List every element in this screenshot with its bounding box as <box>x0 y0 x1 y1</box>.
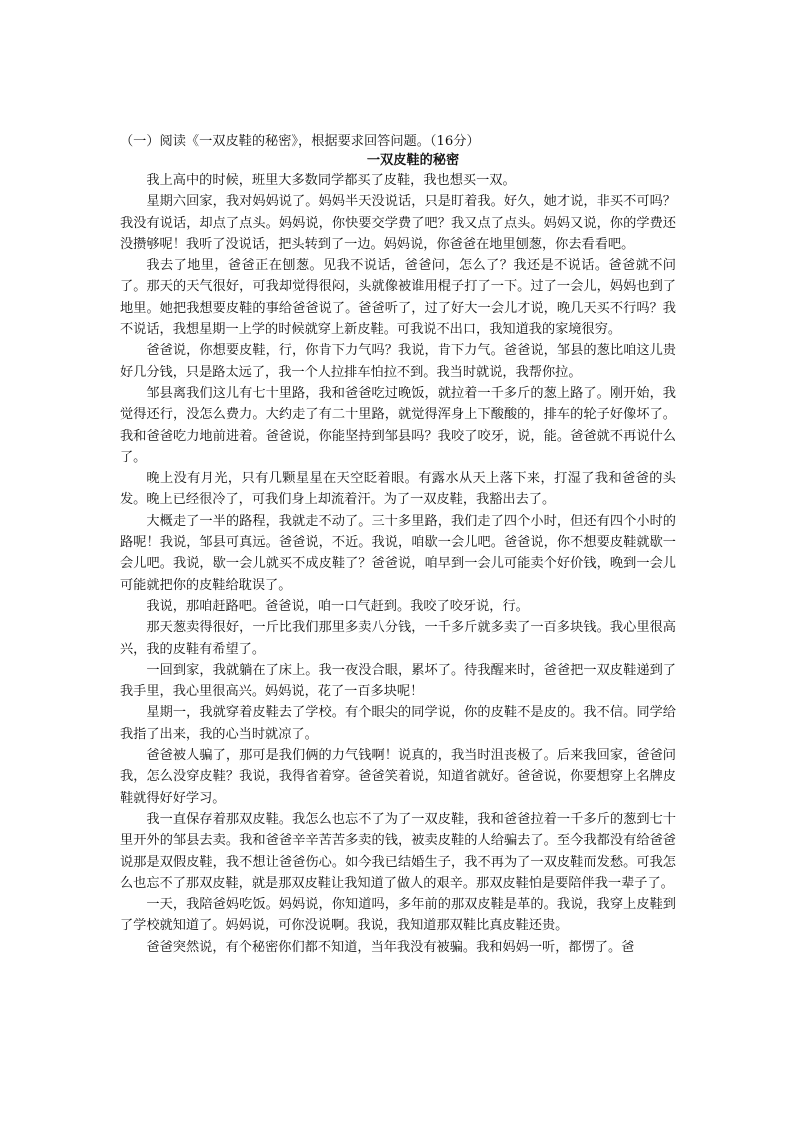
paragraph: 星期一，我就穿着皮鞋去了学校。有个眼尖的同学说，你的皮鞋不是皮的。我不信。同学给我指了出来，我的心当时就凉了。 <box>120 705 676 742</box>
section-heading: （一）阅读《一双皮鞋的秘密》，根据要求回答问题。（16分） <box>120 134 480 149</box>
paragraph: 晚上没有月光，只有几颗星星在天空眨着眼。有露水从天上落下来，打湿了我和爸爸的头发。晚上已经很冷了，可我们身上却流着汗。为了一双皮鞋，我豁出去了。 <box>120 471 676 508</box>
paragraph: 那天葱卖得很好，一斤比我们那里多卖八分钱，一千多斤就多卖了一百多块钱。我心里很高兴，我的皮鞋有希望了。 <box>120 620 676 657</box>
paragraph: 我去了地里，爸爸正在刨葱。见我不说话，爸爸问，怎么了？我还是不说话。爸爸就不问了。那天的天气很好，可我却觉得很闷，头就像被谁用棍子打了一下。过了一会儿，妈妈也到了地里。她把我想要皮鞋的事给爸爸说了。爸爸听了，过了好大一会儿才说，晚几天买不行吗？我不说话，我想星期一上学的时候就穿上新皮鞋。可我说不出口，我知道我的家境很穷。 <box>120 258 676 338</box>
article-title: 一双皮鞋的秘密 <box>366 153 460 168</box>
paragraph: 我一直保存着那双皮鞋。我怎么也忘不了为了一双皮鞋，我和爸爸拉着一千多斤的葱到七十里开外的邹县去卖。我和爸爸辛辛苦苦多卖的钱，被卖皮鞋的人给骗去了。至今我都没有给爸爸说那是双假皮鞋，我不想让爸爸伤心。如今我已结婚生子，我不再为了一双皮鞋而发愁。可我怎么也忘不了那双皮鞋，就是那双皮鞋让我知道了做人的艰辛。那双皮鞋怕是要陪伴我一辈子了。 <box>120 811 676 891</box>
paragraph: 爸爸被人骗了，那可是我们俩的力气钱啊！说真的，我当时沮丧极了。后来我回家，爸爸问我，怎么没穿皮鞋？我说，我得省着穿。爸爸笑着说，知道省就好。爸爸说，你要想穿上名牌皮鞋就得好好学习。 <box>120 748 676 806</box>
paragraph: 一回到家，我就躺在了床上。我一夜没合眼，累坏了。待我醒来时，爸爸把一双皮鞋递到了我手里，我心里很高兴。妈妈说，花了一百多块呢！ <box>120 662 676 700</box>
paragraph: 星期六回家，我对妈妈说了。妈妈半天没说话，只是盯着我。好久，她才说，非买不可吗？我没有说话，却点了点头。妈妈说，你快要交学费了吧？我又点了点头。妈妈又说，你的学费还没攒够呢！我听了没说话，把头转到了一边。妈妈说，你爸爸在地里刨葱，你去看看吧。 <box>120 194 676 252</box>
paragraph: 大概走了一半的路程，我就走不动了。三十多里路，我们走了四个小时，但还有四个小时的路呢！我说，邹县可真远。爸爸说，不近。我说，咱歇一会儿吧。爸爸说，你不想要皮鞋就歇一会儿吧。我说，歇一会儿就买不成皮鞋了？爸爸说，咱早到一会儿可能卖个好价钱，晚到一会儿可能就把你的皮鞋给耽误了。 <box>120 513 676 593</box>
paragraph: 邹县离我们这儿有七十里路，我和爸爸吃过晚饭，就拉着一千多斤的葱上路了。刚开始，我觉得还行，没怎么费力。大约走了有二十里路，就觉得浑身上下酸酸的，排车的轮子好像坏了。我和爸爸吃力地前进着。爸爸说，你能坚持到邹县吗？我咬了咬牙，说，能。爸爸就不再说什么了。 <box>120 385 676 465</box>
paragraph: 一天，我陪爸妈吃饭。妈妈说，你知道吗，多年前的那双皮鞋是革的。我说，我穿上皮鞋到了学校就知道了。妈妈说，可你没说啊。我说，我知道那双鞋比真皮鞋还贵。 <box>120 897 676 934</box>
document-body <box>120 132 676 958</box>
paragraph: 爸爸突然说，有个秘密你们都不知道，当年我没有被骗。我和妈妈一听，都愣了。爸 <box>146 939 635 955</box>
paragraph: 爸爸说，你想要皮鞋，行，你肯下力气吗？我说，肯下力气。爸爸说，邹县的葱比咱这儿贵好几分钱，只是路太远了，我一个人拉排车怕拉不到。我当时就说，我帮你拉。 <box>120 343 676 380</box>
paragraph: 我说，那咱赶路吧。爸爸说，咱一口气赶到。我咬了咬牙说，行。 <box>146 598 529 614</box>
paragraph: 我上高中的时候，班里大多数同学都买了皮鞋，我也想买一双。 <box>146 173 516 188</box>
